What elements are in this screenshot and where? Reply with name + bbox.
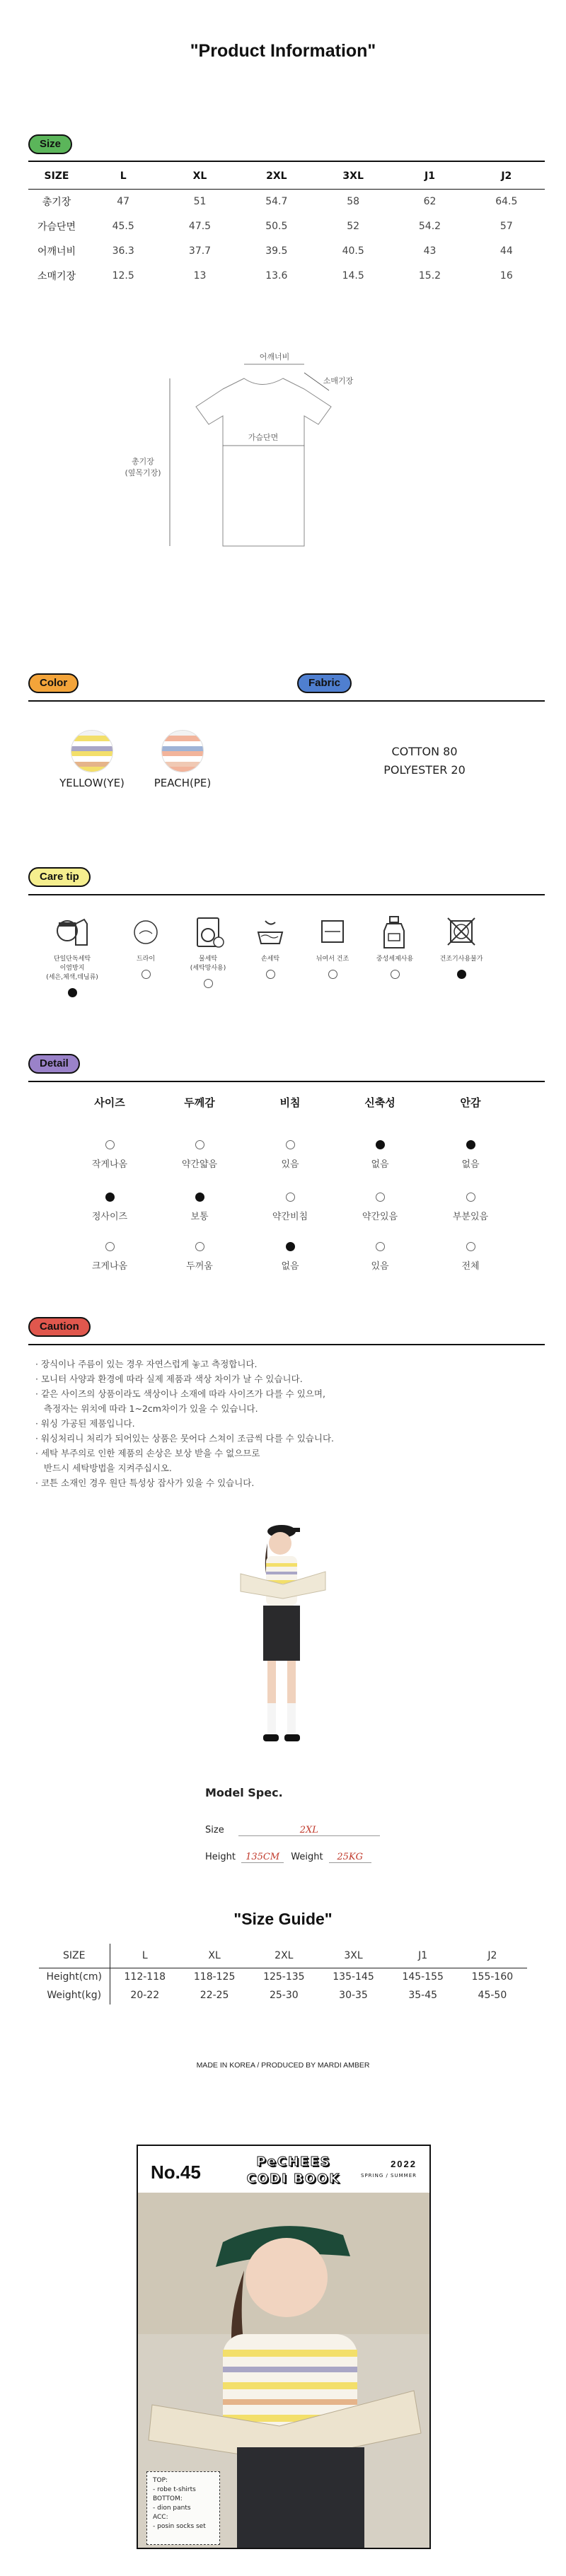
detail-dot [466, 1140, 475, 1149]
guide-row-label: Height(cm) [39, 1968, 110, 1986]
guide-header-cell: L [110, 1944, 180, 1968]
size-cell: 62 [423, 195, 437, 207]
guide-cell: 155-160 [471, 1971, 514, 1983]
flat-dry-icon [312, 914, 353, 951]
guide-header-cell: 2XL [249, 1944, 318, 1968]
size-row-label: 어깨너비 [37, 245, 76, 257]
outfit-note-line: - robe t-shirts [153, 2486, 196, 2493]
detail-cell [67, 1193, 152, 1222]
size-cell: 45.5 [112, 220, 134, 232]
detail-value: 약간얇음 [181, 1159, 218, 1170]
swatch-stripe [162, 746, 203, 751]
detail-value: 전체 [461, 1261, 480, 1272]
swatch-stripe [162, 762, 203, 767]
care-item [175, 914, 241, 988]
size-cell: 37.7 [188, 245, 212, 257]
detail-dot [195, 1242, 204, 1251]
dry-clean-icon [125, 914, 166, 951]
size-section-pill: Size [28, 134, 72, 154]
detail-cell [248, 1193, 333, 1222]
swatch-stripe [162, 736, 203, 741]
guide-cell: 30-35 [339, 1990, 368, 2001]
detail-cell [248, 1140, 333, 1170]
care-indicator-dot [68, 988, 77, 997]
detail-value: 크게나옴 [91, 1261, 128, 1272]
model-photo [226, 1507, 340, 1775]
care-label: 뉘여서 건조 [316, 956, 350, 963]
detail-value: 부분있음 [452, 1212, 489, 1222]
caution-line: · 코튼 소재인 경우 원단 특성상 잡사가 있을 수 있습니다. [35, 1478, 255, 1488]
detail-dot [376, 1140, 385, 1149]
model-height-value: 135CM [241, 1852, 284, 1863]
care-item [300, 914, 365, 979]
care-label: 물세탁 (세탁망사용) [190, 956, 226, 972]
detail-cell [428, 1193, 513, 1222]
detail-dot [105, 1193, 115, 1202]
detail-cell [337, 1193, 422, 1222]
hand-wash-icon [52, 914, 93, 951]
swatch-peach[interactable] [161, 730, 204, 772]
care-item [40, 914, 105, 997]
size-cell: 64.5 [495, 195, 518, 207]
detail-value: 보통 [190, 1212, 209, 1222]
diagram-length-sub-label: (옆목기장) [125, 468, 161, 477]
detail-value: 두꺼움 [186, 1261, 213, 1272]
guide-row-label: Weight(kg) [39, 1986, 110, 2004]
detail-header: 두께감 [184, 1096, 215, 1109]
size-header-cell: 2XL [238, 164, 315, 189]
size-cell: 44 [499, 245, 513, 257]
caution-line: · 세탁 부주의로 인한 제품의 손상은 보상 받을 수 없으므로 [35, 1448, 260, 1458]
guide-header-cell: XL [180, 1944, 249, 1968]
outfit-note-line: TOP: [153, 2477, 168, 2484]
size-cell: 58 [347, 195, 360, 207]
size-cell: 51 [193, 195, 207, 207]
guide-cell: 118-125 [193, 1971, 236, 1983]
care-section-pill: Care tip [28, 867, 91, 887]
detail-dot [286, 1140, 295, 1149]
swatch-stripe [71, 767, 112, 772]
size-cell: 39.5 [265, 245, 288, 257]
size-cell: 13.6 [265, 269, 288, 282]
model-weight-value: 25KG [329, 1852, 371, 1863]
swatch-stripe [162, 751, 203, 756]
codibook-brand: PeCHEES [256, 2154, 331, 2169]
detail-value: 약간비침 [272, 1212, 308, 1222]
size-row [28, 263, 545, 288]
detail-divider [28, 1081, 545, 1082]
swatch-stripe [162, 731, 203, 736]
guide-cell: 125-135 [263, 1971, 305, 1983]
detail-cell [337, 1242, 422, 1272]
caution-section-pill: Caution [28, 1317, 91, 1337]
model-size-label: Size [205, 1825, 224, 1835]
care-item [362, 914, 427, 979]
guide-cell: 25-30 [269, 1990, 299, 2001]
size-cell: 52 [347, 220, 360, 232]
detail-dot [376, 1242, 385, 1251]
guide-cell: 20-22 [130, 1990, 160, 2001]
size-cell: 50.5 [265, 220, 288, 232]
guide-cell: 22-25 [200, 1990, 229, 2001]
page-title: "Product Information" [190, 41, 376, 61]
swatch-stripe [162, 756, 203, 761]
washing-machine-icon [187, 914, 229, 951]
care-divider [28, 894, 545, 895]
swatch-stripe [71, 762, 112, 767]
outfit-note-line: - dion pants [153, 2505, 191, 2512]
no-tumble-dry-icon [441, 914, 482, 951]
swatch-peach-label: PEACH(PE) [154, 777, 212, 789]
detergent-icon [374, 914, 415, 951]
swatch-stripe [162, 741, 203, 746]
size-cell: 36.3 [112, 245, 134, 257]
codibook-year: 2022 [391, 2159, 417, 2169]
guide-row [39, 1986, 527, 2004]
size-header-cell: XL [161, 164, 238, 189]
caution-line: · 워싱처리니 처리가 되어있는 상품은 뭇어다 스쳐이 조금씩 다를 수 있습니다. [35, 1433, 335, 1444]
swatch-yellow-label: YELLOW(YE) [59, 777, 125, 789]
detail-value: 작게나옴 [91, 1159, 128, 1170]
care-indicator-dot [328, 970, 337, 979]
size-guide-table [39, 1944, 527, 2004]
codibook-cover [137, 2145, 431, 2549]
swatch-stripe [162, 767, 203, 772]
detail-value: 있음 [281, 1159, 299, 1170]
detail-cell [248, 1242, 333, 1272]
size-cell: 54.7 [265, 195, 288, 207]
detail-value: 약간있음 [362, 1212, 398, 1222]
guide-cell: 145-155 [402, 1971, 444, 1983]
detail-value: 없음 [461, 1159, 480, 1170]
codibook-outfit-notes [146, 2471, 220, 2545]
care-indicator-dot [204, 979, 213, 988]
detail-cell [428, 1140, 513, 1170]
diagram-shoulder-label: 어깨너비 [259, 352, 290, 361]
detail-header: 비침 [279, 1096, 301, 1109]
size-row-label: 소매기장 [37, 270, 76, 282]
codibook-season: SPRING / SUMMER [361, 2173, 417, 2178]
tshirt-measure-diagram [113, 347, 453, 559]
detail-header: 신축성 [364, 1096, 395, 1109]
made-in-text: MADE IN KOREA / PRODUCED BY MARDI AMBER [196, 2061, 370, 2070]
outfit-note-line: - posin socks set [153, 2523, 206, 2530]
detail-value: 있음 [371, 1261, 389, 1272]
color-section-pill: Color [28, 673, 79, 693]
care-item [429, 914, 494, 979]
size-cell: 14.5 [342, 269, 364, 282]
care-item [238, 914, 303, 979]
care-indicator-dot [391, 970, 400, 979]
color-divider [28, 700, 545, 702]
outfit-note-line: ACC: [153, 2514, 168, 2521]
guide-row [39, 1968, 527, 1986]
caution-list [35, 1357, 531, 1490]
guide-header-cell: J1 [388, 1944, 458, 1968]
size-divider [28, 161, 545, 162]
fabric-line-1: COTTON 80 [391, 745, 458, 758]
size-table [28, 164, 545, 288]
detail-section-pill: Detail [28, 1054, 80, 1074]
model-size-value: 2XL [238, 1825, 380, 1836]
care-indicator-dot [266, 970, 275, 979]
swatch-stripe [71, 746, 112, 751]
swatch-yellow[interactable] [71, 730, 113, 772]
size-row [28, 214, 545, 238]
guide-cell: 135-145 [333, 1971, 374, 1983]
care-indicator-dot [142, 970, 151, 979]
size-cell: 43 [423, 245, 437, 257]
size-row-label: 가슴단면 [37, 221, 76, 233]
size-cell: 47.5 [188, 220, 212, 232]
caution-line: · 같은 사이즈의 상품이라도 색상이나 소재에 따라 사이즈가 다를 수 있으며, [35, 1388, 325, 1399]
detail-dot [466, 1242, 475, 1251]
swatch-stripe [71, 736, 112, 741]
care-item [113, 914, 178, 979]
detail-dot [286, 1242, 295, 1251]
detail-value: 없음 [371, 1159, 389, 1170]
detail-header: 사이즈 [94, 1096, 125, 1109]
care-indicator-dot [457, 970, 466, 979]
caution-line: 반드시 세탁방법을 지켜주십시오. [35, 1463, 172, 1473]
size-header-cell: 3XL [315, 164, 391, 189]
fabric-section-pill: Fabric [297, 673, 352, 693]
detail-dot [105, 1140, 115, 1149]
detail-dot [195, 1140, 204, 1149]
model-size-row [205, 1825, 380, 1836]
detail-cell [67, 1242, 152, 1272]
detail-value: 정사이즈 [91, 1212, 128, 1222]
codibook-number: No.45 [151, 2162, 201, 2183]
guide-cell: 35-45 [408, 1990, 438, 2001]
size-cell: 16 [499, 269, 513, 282]
care-label: 손세탁 [260, 956, 280, 963]
swatch-stripe [71, 741, 112, 746]
caution-line: 측정자는 위치에 따라 1~2cm차이가 있을 수 있습니다. [35, 1403, 258, 1414]
swatch-stripe [71, 731, 112, 736]
codibook-subtitle: CODI BOOK [246, 2171, 341, 2186]
guide-header-cell: 3XL [318, 1944, 388, 1968]
size-cell: 15.2 [418, 269, 441, 282]
size-cell: 13 [193, 269, 207, 282]
care-label: 건조기사용불가 [439, 956, 483, 963]
model-weight-label: Weight [291, 1852, 323, 1862]
care-label: 드라이 [136, 956, 156, 963]
model-height-label: Height [205, 1852, 236, 1862]
diagram-sleeve-label: 소매기장 [323, 376, 354, 385]
size-row [28, 238, 545, 263]
detail-dot [466, 1193, 475, 1202]
size-row-label: 총기장 [42, 196, 71, 208]
handwash-basin-icon [250, 914, 291, 951]
size-row [28, 189, 545, 214]
detail-cell [157, 1140, 242, 1170]
size-header-cell: J2 [468, 164, 545, 189]
model-spec-title: Model Spec. [205, 1786, 283, 1799]
size-header-cell: L [85, 164, 161, 189]
detail-cell [67, 1140, 152, 1170]
size-cell: 54.2 [418, 220, 441, 232]
model-hw-row [205, 1852, 371, 1863]
fabric-line-2: POLYESTER 20 [383, 763, 466, 777]
size-guide-title: "Size Guide" [233, 1910, 333, 1928]
caution-divider [28, 1344, 545, 1345]
diagram-chest-label: 가슴단면 [248, 433, 279, 442]
size-cell: 12.5 [112, 269, 134, 282]
diagram-length-label: 총기장 [132, 457, 154, 466]
guide-cell: 112-118 [124, 1971, 166, 1983]
outfit-note-line: BOTTOM: [153, 2495, 183, 2502]
guide-header-cell: J2 [458, 1944, 527, 1968]
swatch-stripe [71, 751, 112, 756]
detail-cell [157, 1242, 242, 1272]
detail-value: 없음 [281, 1261, 299, 1272]
detail-dot [195, 1193, 204, 1202]
caution-line: · 워싱 가공된 제품입니다. [35, 1418, 135, 1429]
size-header-cell: J1 [391, 164, 468, 189]
detail-cell [157, 1193, 242, 1222]
detail-dot [286, 1193, 295, 1202]
detail-dot [105, 1242, 115, 1251]
size-cell: 57 [499, 220, 513, 232]
size-cell: 40.5 [342, 245, 364, 257]
swatch-stripe [71, 756, 112, 761]
detail-dot [376, 1193, 385, 1202]
care-label: 중성세제사용 [376, 956, 414, 963]
detail-header: 안감 [460, 1096, 481, 1109]
care-label: 단일단독세탁 이염방지 (세은,체색,데님류) [46, 956, 98, 981]
guide-cell: 45-50 [478, 1990, 507, 2001]
size-cell: 47 [117, 195, 130, 207]
size-header-cell: SIZE [28, 164, 85, 189]
caution-line: · 모니터 사양과 환경에 따라 실제 제품과 색상 차이가 날 수 있습니다. [35, 1374, 303, 1384]
detail-cell [428, 1242, 513, 1272]
guide-header-cell: SIZE [39, 1944, 110, 1968]
caution-line: · 장식이나 주름이 있는 경우 자연스럽게 놓고 측정합니다. [35, 1359, 258, 1369]
detail-cell [337, 1140, 422, 1170]
